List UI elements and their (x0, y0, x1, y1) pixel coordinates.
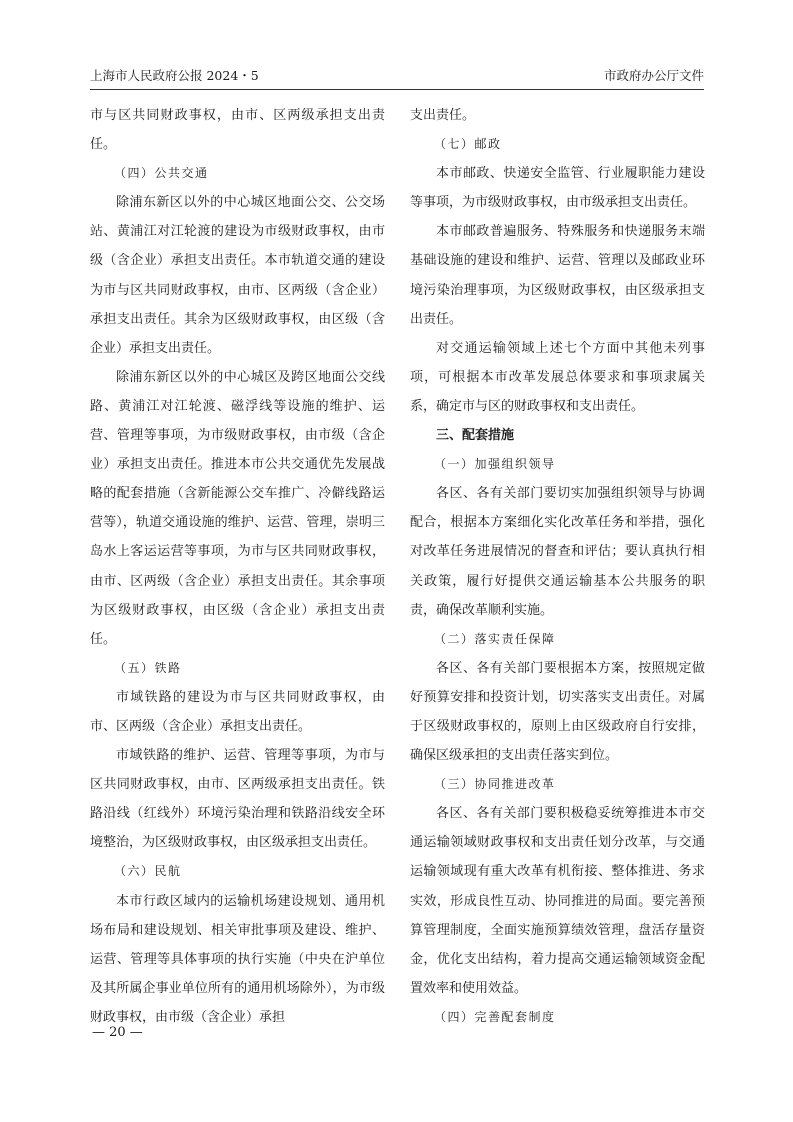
paragraph: 除浦东新区以外的中心城区地面公交、公交场站、黄浦江对江轮渡的建设为市级财政事权，由市级（含企业）承担支出责任。本市轨道交通的建设为市与区共同财政事权，由市、区两级（含企业）承担支出责任。其余为区级财政事权，由区级（含企业）承担支出责任。 (90, 195, 385, 356)
subsection-heading: （三）协同推进改革 (434, 777, 556, 792)
paragraph: 市域铁路的维护、运营、管理等事项，为市与区共同财政事权，由市、区两级承担支出责任。铁路沿线（红线外）环境污染治理和铁路沿线安全环境整治，为区级财政事权，由区级承担支出责任。 (90, 748, 385, 851)
continued-paragraph: 支出责任。 (410, 108, 476, 123)
header-divider (90, 89, 704, 90)
paragraph: 各区、各有关部门要切实加强组织领导与协调配合，根据本方案细化实化改革任务和举措，强化对改革任务进展情况的督查和评估；要认真执行相关政策，履行好提供交通运输基本公共服务的职责，确保改革顺利实施。 (410, 486, 705, 618)
paragraph: 本市邮政普遍服务、特殊服务和快递服务末端基础设施的建设和维护、运营、管理以及邮政业环境污染治理事项，为区级财政事权，由区级承担支出责任。 (410, 224, 705, 327)
subsection-heading: （二）落实责任保障 (434, 631, 556, 646)
right-text-column (410, 101, 705, 1032)
subsection-heading: （一）加强组织领导 (434, 457, 556, 472)
page-header (90, 66, 704, 88)
paragraph: 各区、各有关部门要根据本方案，按照规定做好预算安排和投资计划，切实落实支出责任。对属于区级财政事权的，原则上由区级政府自行安排，确保区级承担的支出责任落实到位。 (410, 660, 705, 764)
paragraph: 本市邮政、快递安全监管、行业履职能力建设等事项，为市级财政事权，由市级承担支出责任。 (410, 166, 705, 211)
subsection-heading: （六）民航 (114, 864, 182, 879)
paragraph: 对交通运输领域上述七个方面中其他未列事项，可根据本市改革发展总体要求和事项隶属关系，确定市与区的财政事权和支出责任。 (410, 340, 705, 414)
subsection-heading: （四）公共交通 (114, 166, 209, 181)
left-text-column (90, 101, 385, 1032)
paragraph: 各区、各有关部门要积极稳妥统筹推进本市交通运输领域财政事权和支出责任划分改革，与交通运输领域现有重大改革有机衔接、整体推进、务求实效，形成良性互动、协同推进的局面。要完善预算管理制度，全面实施预算绩效管理，盘活存量资金，优化支出结构，着力提高交通运输领域资金配置效率和使用效益。 (410, 806, 705, 996)
header-section-title: 市政府办公厅文件 (603, 68, 704, 83)
page-number: — 20 — (92, 1025, 143, 1040)
subsection-heading: （四）完善配套制度 (434, 1009, 556, 1024)
subsection-heading: （五）铁路 (114, 660, 182, 675)
paragraph: 本市行政区域内的运输机场建设规划、通用机场布局和建设规划、相关审批事项及建设、维护、运营、管理等具体事项的执行实施（中央在沪单位及其所属企事业单位所有的通用机场除外），为市级财政事权，由市级（含企业）承担 (90, 893, 385, 1025)
paragraph: 除浦东新区以外的中心城区及跨区地面公交线路、黄浦江对江轮渡、磁浮线等设施的维护、运营、管理等事项，为市级财政事权，由市级（含企业）承担支出责任。推进本市公共交通优先发展战略的配套措施（含新能源公交车推广、冷僻线路运营等），轨道交通设施的维护、运营、管理，崇明三岛水上客运运营等事项，为市与区共同财政事权，由市、区两级（含企业）承担支出责任。其余事项为区级财政事权，由区级（含企业）承担支出责任。 (90, 369, 385, 647)
section-heading: 三、配套措施 (436, 428, 515, 444)
subsection-heading: （七）邮政 (434, 137, 502, 152)
paragraph: 市域铁路的建设为市与区共同财政事权，由市、区两级（含企业）承担支出责任。 (90, 689, 385, 734)
header-publication-title: 上海市人民政府公报 2024・5 (90, 68, 259, 83)
continued-paragraph: 市与区共同财政事权，由市、区两级承担支出责任。 (90, 108, 385, 153)
